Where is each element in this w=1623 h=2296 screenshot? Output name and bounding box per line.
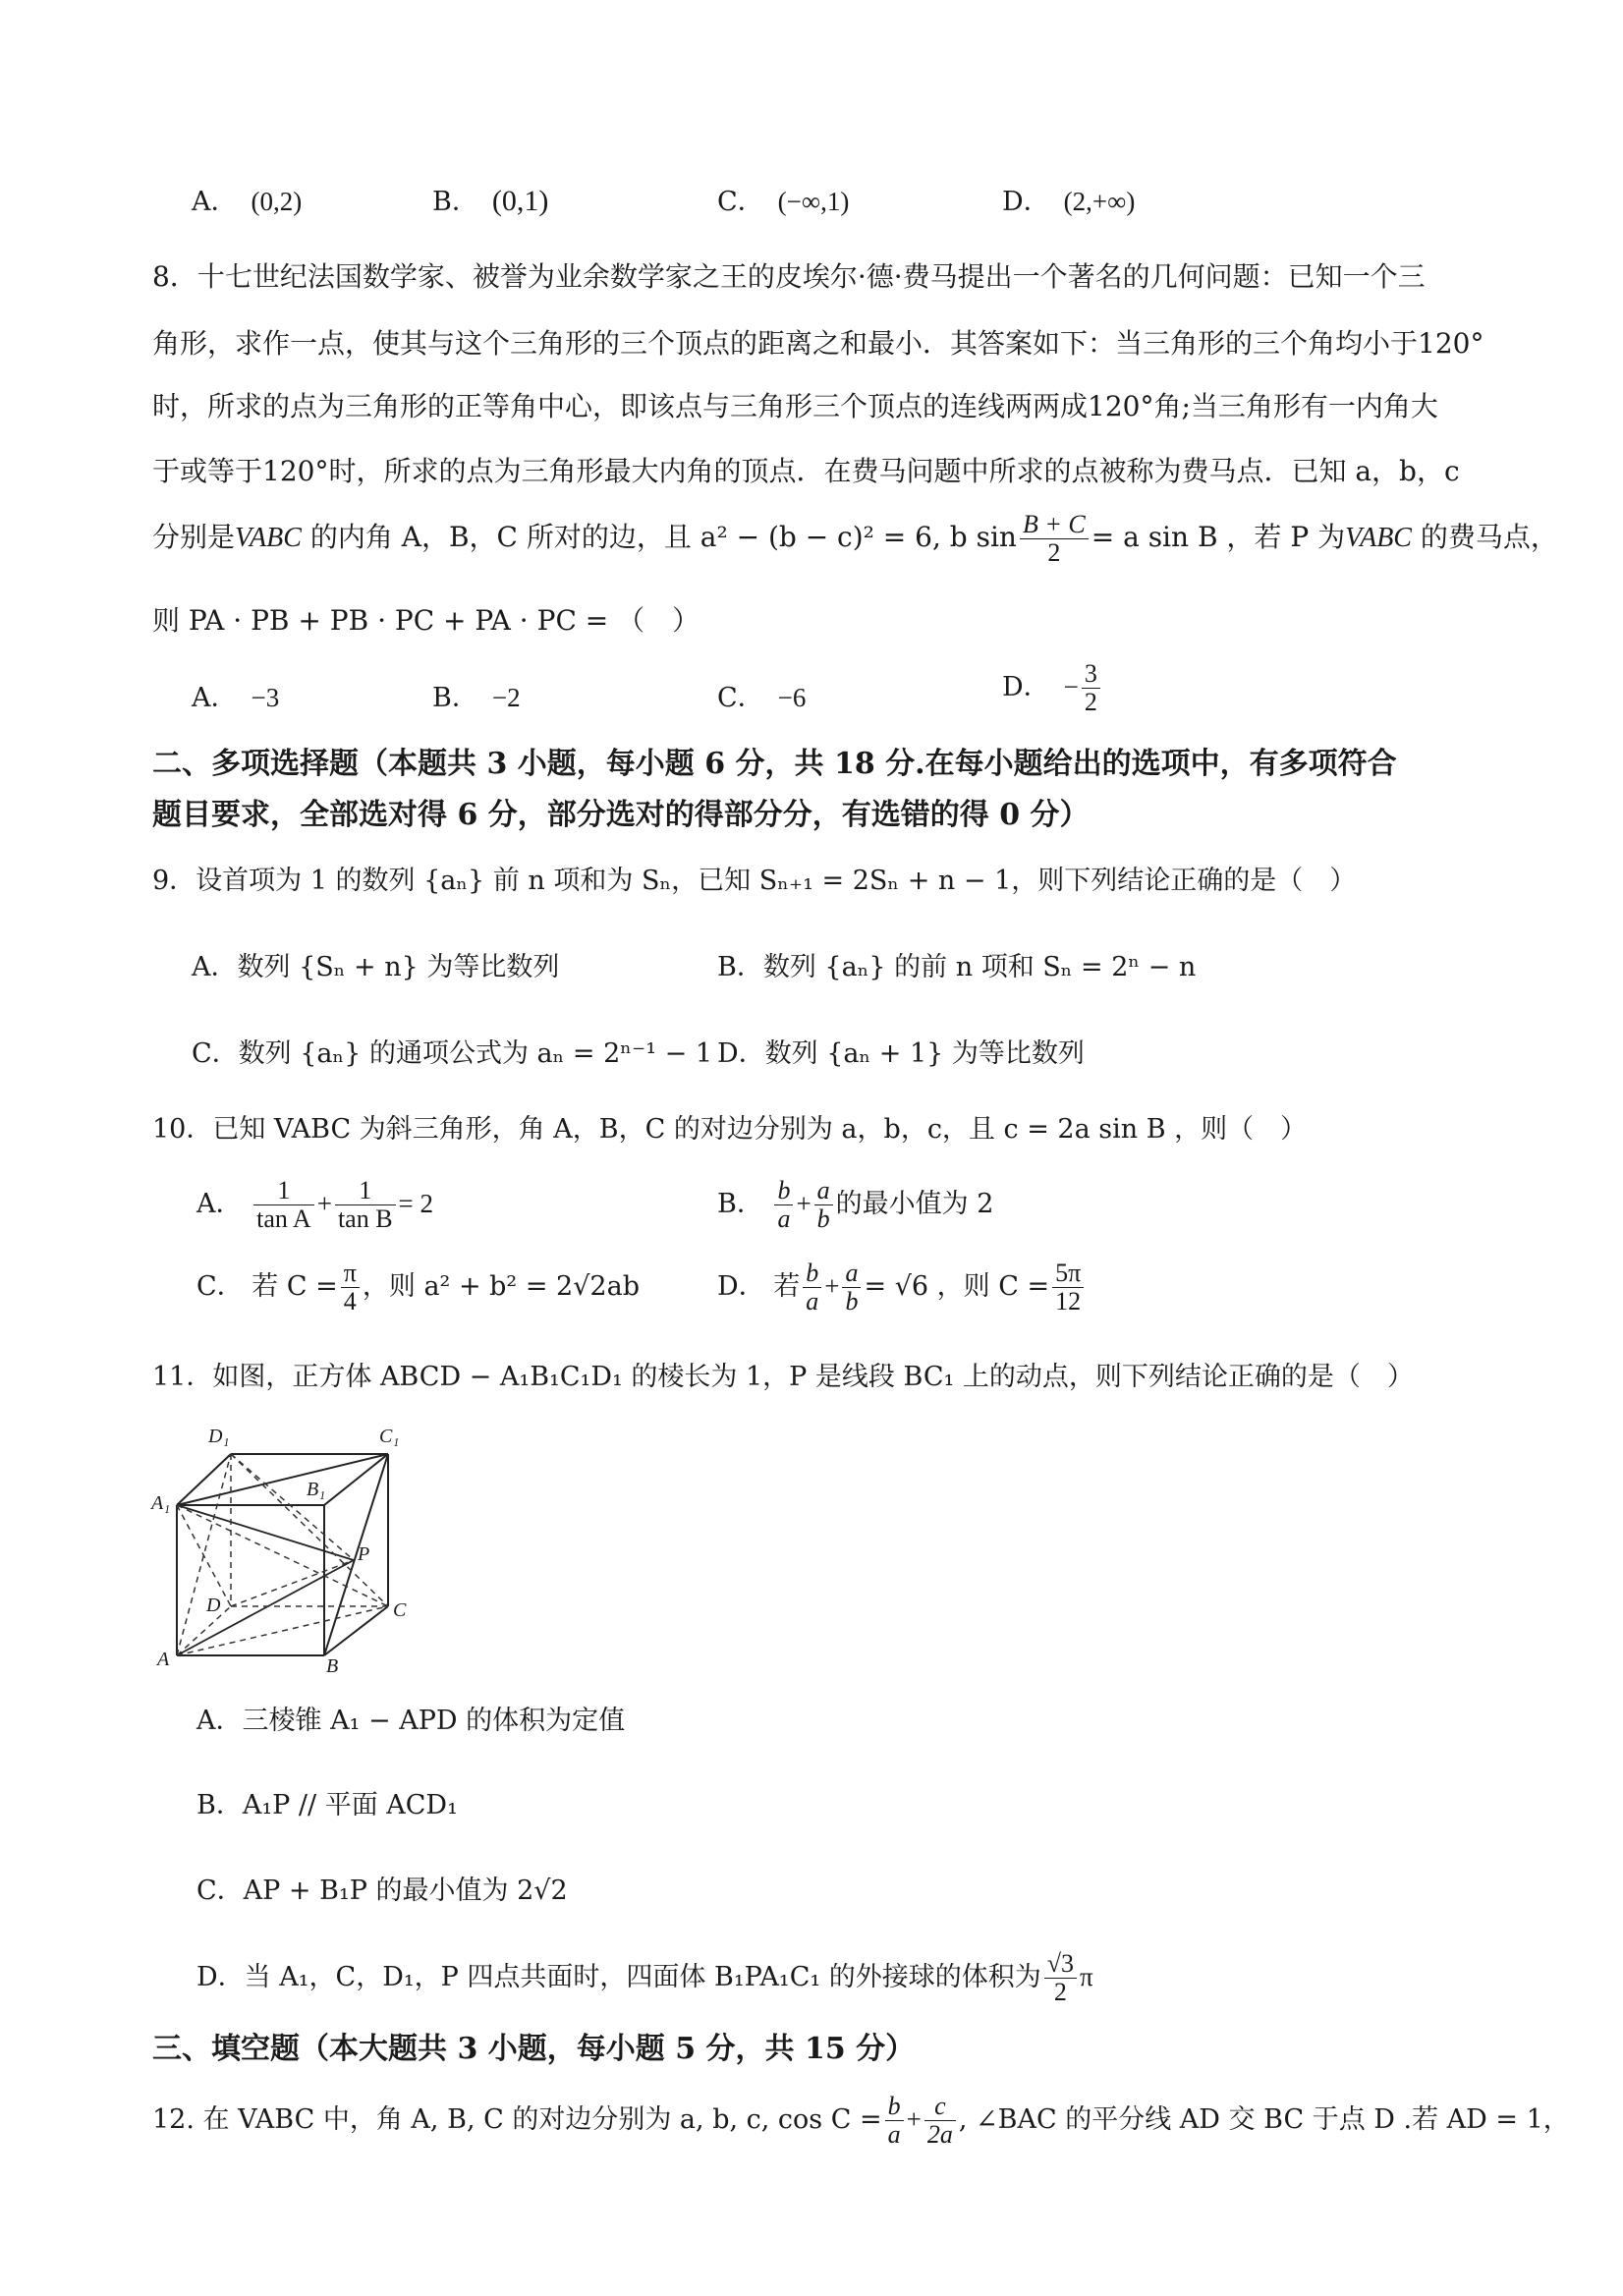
fraction	[803, 1260, 821, 1316]
denominator: b	[816, 1204, 830, 1233]
denominator: a	[777, 1204, 791, 1233]
numerator: b	[885, 2093, 904, 2121]
option-label: C．	[717, 683, 764, 713]
q11-stem: 11．如图，正方体 ABCD − A₁B₁C₁D₁ 的棱长为 1，P 是线段 BC₁ 上的动点，则下列结论正确的是（ ）	[152, 1362, 1414, 1392]
fraction	[774, 1177, 793, 1233]
denominator: tan A	[256, 1204, 311, 1233]
plus-sign: +	[906, 2104, 922, 2134]
option-label: B．	[717, 1189, 763, 1219]
option-value: −3	[251, 683, 280, 712]
pi-symbol: π	[1080, 1962, 1093, 1991]
label-b1: B₁	[307, 1479, 326, 1500]
numerator: b	[774, 1177, 793, 1205]
q10-option-a[interactable]	[196, 1177, 433, 1233]
q7-option-b[interactable]	[432, 182, 548, 222]
option-label: D．	[1002, 187, 1050, 217]
option-label: D．	[717, 1271, 765, 1302]
numerator: 1	[253, 1177, 314, 1205]
q9-option-a[interactable]: A．数列 {Sₙ + n} 为等比数列	[192, 952, 560, 982]
label-d: D	[206, 1595, 221, 1616]
header-line-1: 二、多项选择题（本题共 3 小题，每小题 6 分，共 18 分.在每小题给出的选项中，有多项符合	[152, 747, 1397, 781]
option-label: B．	[432, 683, 478, 713]
denominator: tan B	[337, 1204, 393, 1233]
q9-option-c[interactable]: C．数列 {aₙ} 的通项公式为 aₙ = 2ⁿ⁻¹ − 1	[192, 1038, 713, 1069]
fraction	[1020, 511, 1089, 567]
text: = √6 ，则 C =	[864, 1271, 1050, 1302]
rhs: = 2	[398, 1189, 434, 1218]
numerator: a	[814, 1177, 833, 1205]
numerator: π	[341, 1260, 360, 1288]
q8-option-a[interactable]	[192, 678, 279, 718]
denominator: b	[845, 1287, 859, 1316]
option-value: (2,+∞)	[1063, 187, 1136, 216]
cube-figure	[147, 1415, 422, 1685]
plus-sign: +	[824, 1271, 840, 1301]
option-label: A．	[196, 1189, 243, 1219]
plus-sign: +	[316, 1189, 332, 1218]
triangle-symbol: VABC	[235, 523, 302, 553]
q11-option-c[interactable]: C．AP + B₁P 的最小值为 2√2	[196, 1876, 568, 1906]
text: D．当 A₁，C，D₁，P 四点共面时，四面体 B₁PA₁C₁ 的外接球的体积为	[196, 1962, 1041, 1992]
triangle-symbol: VABC	[1345, 523, 1412, 553]
option-value: −2	[491, 683, 521, 712]
option-label: A．	[192, 683, 238, 713]
numerator: √3	[1044, 1950, 1077, 1979]
denominator: 2	[1084, 688, 1097, 716]
numerator: b	[803, 1260, 821, 1288]
fraction	[341, 1260, 360, 1316]
q12-stem	[152, 2093, 1570, 2149]
q8-line-2: 角形，求作一点，使其与这个三角形的三个顶点的距离之和最小．其答案如下：当三角形的三个角均小于120°	[152, 327, 1484, 360]
denominator: 2	[1047, 538, 1061, 567]
q8-option-d[interactable]	[1002, 660, 1103, 716]
text: 的内角 A，B，C 所对的边，且 a² − (b − c)² = 6, b sin	[301, 521, 1017, 553]
fraction	[335, 1177, 396, 1233]
text: 12. 在 VABC 中，角 A, B, C 的对边分别为 a, b, c, cos C =	[152, 2104, 882, 2135]
q11-option-a[interactable]: A．三棱锥 A₁ − APD 的体积为定值	[196, 1706, 626, 1736]
q8-line-3: 时，所求的点为三角形的正等角中心，即该点与三角形三个顶点的连线两两成120°角;当三角形有一内角大	[152, 390, 1438, 422]
label-p: P	[358, 1543, 370, 1565]
plus-sign: +	[796, 1189, 812, 1218]
option-value: (0,1)	[491, 185, 549, 217]
label-d1: D₁	[208, 1426, 230, 1447]
numerator: 3	[1082, 660, 1100, 689]
q10-option-c[interactable]	[196, 1260, 640, 1316]
denominator: 2a	[926, 2120, 953, 2149]
edge-a1-p	[177, 1505, 354, 1560]
denominator: 2	[1053, 1978, 1067, 2006]
fraction	[814, 1177, 833, 1233]
fraction	[1052, 1260, 1084, 1316]
q10-option-b[interactable]	[717, 1177, 993, 1233]
text: 分别是	[152, 521, 236, 553]
numerator: a	[842, 1260, 861, 1288]
q8-option-b[interactable]	[432, 678, 521, 718]
rhs: 的最小值为 2	[835, 1189, 994, 1219]
fraction	[253, 1177, 314, 1233]
q10-option-d[interactable]	[717, 1260, 1087, 1316]
q8-line-4: 于或等于120°时，所求的点为三角形最大内角的顶点．在费马问题中所求的点被称为费马点．已知 a，b，c	[152, 455, 1460, 487]
q8-line-6: 则 PA · PB + PB · PC + PA · PC = （ ）	[152, 604, 700, 637]
text: 若 C =	[252, 1271, 338, 1302]
header-line-2: 题目要求，全部选对得 6 分，部分选对的得部分分，有选错的得 0 分）	[152, 798, 1090, 832]
text: 的费马点，	[1412, 521, 1558, 553]
denominator: a	[806, 1287, 819, 1316]
denominator: a	[887, 2120, 901, 2149]
q8-line-1: 8．十七世纪法国数学家、被誉为业余数学家之王的皮埃尔·德·费马提出一个著名的几何问题：已知一个三	[152, 260, 1426, 293]
q10-stem: 10．已知 VABC 为斜三角形，角 A，B，C 的对边分别为 a，b，c，且 c = 2a sin B ，则（ ）	[152, 1114, 1308, 1145]
q8-option-c[interactable]	[717, 678, 806, 718]
option-value: −6	[777, 683, 807, 712]
fraction	[885, 2093, 904, 2149]
option-value: (0,2)	[251, 187, 303, 216]
hidden-edge-d1-p	[231, 1454, 354, 1560]
option-label: D．	[1002, 672, 1050, 702]
fraction	[1082, 660, 1100, 716]
option-label: B．	[432, 187, 478, 217]
fraction	[842, 1260, 861, 1316]
edge-a-p	[177, 1560, 354, 1655]
minus-sign: −	[1063, 672, 1079, 701]
option-label: C．	[717, 187, 764, 217]
option-label: A．	[192, 187, 238, 217]
label-a: A	[157, 1649, 170, 1670]
text: ，则 a² + b² = 2√2ab	[362, 1271, 640, 1302]
q7-option-c[interactable]	[717, 182, 849, 222]
q7-option-a[interactable]	[192, 182, 302, 222]
denominator: 12	[1055, 1287, 1082, 1316]
q11-option-b[interactable]: B．A₁P // 平面 ACD₁	[196, 1790, 458, 1820]
fraction	[1044, 1950, 1077, 2006]
option-label: C．	[196, 1271, 244, 1302]
q8-line-5	[152, 511, 1558, 567]
edge-a1-d1	[177, 1454, 231, 1505]
label-b: B	[326, 1655, 339, 1677]
q11-option-d[interactable]	[196, 1950, 1093, 2006]
q9-option-b[interactable]: B．数列 {aₙ} 的前 n 项和 Sₙ = 2ⁿ − n	[717, 952, 1197, 982]
text: = a sin B ，若 P 为	[1091, 521, 1346, 553]
label-c1: C₁	[379, 1426, 400, 1447]
fraction	[924, 2093, 956, 2149]
label-a1: A₁	[151, 1492, 171, 1514]
numerator: 1	[335, 1177, 396, 1205]
option-value: (−∞,1)	[777, 187, 850, 216]
text: , ∠BAC 的平分线 AD 交 BC 于点 D .若 AD = 1，	[958, 2104, 1570, 2135]
numerator: c	[924, 2093, 956, 2121]
label-c: C	[393, 1599, 407, 1621]
q7-option-d[interactable]	[1002, 182, 1135, 222]
text: 若	[773, 1271, 801, 1302]
section-3-header: 三、填空题（本大题共 3 小题，每小题 5 分，共 15 分）	[152, 2032, 916, 2066]
q9-option-d[interactable]: D．数列 {aₙ + 1} 为等比数列	[717, 1038, 1085, 1069]
q9-stem: 9．设首项为 1 的数列 {aₙ} 前 n 项和为 Sₙ，已知 Sₙ₊₁ = 2Sₙ + n − 1，则下列结论正确的是（ ）	[152, 866, 1357, 896]
section-2-header	[152, 739, 1488, 841]
denominator: 4	[343, 1287, 357, 1316]
hidden-edge-d-p	[231, 1560, 354, 1606]
numerator: B + C	[1020, 511, 1089, 539]
numerator: 5π	[1052, 1260, 1084, 1288]
